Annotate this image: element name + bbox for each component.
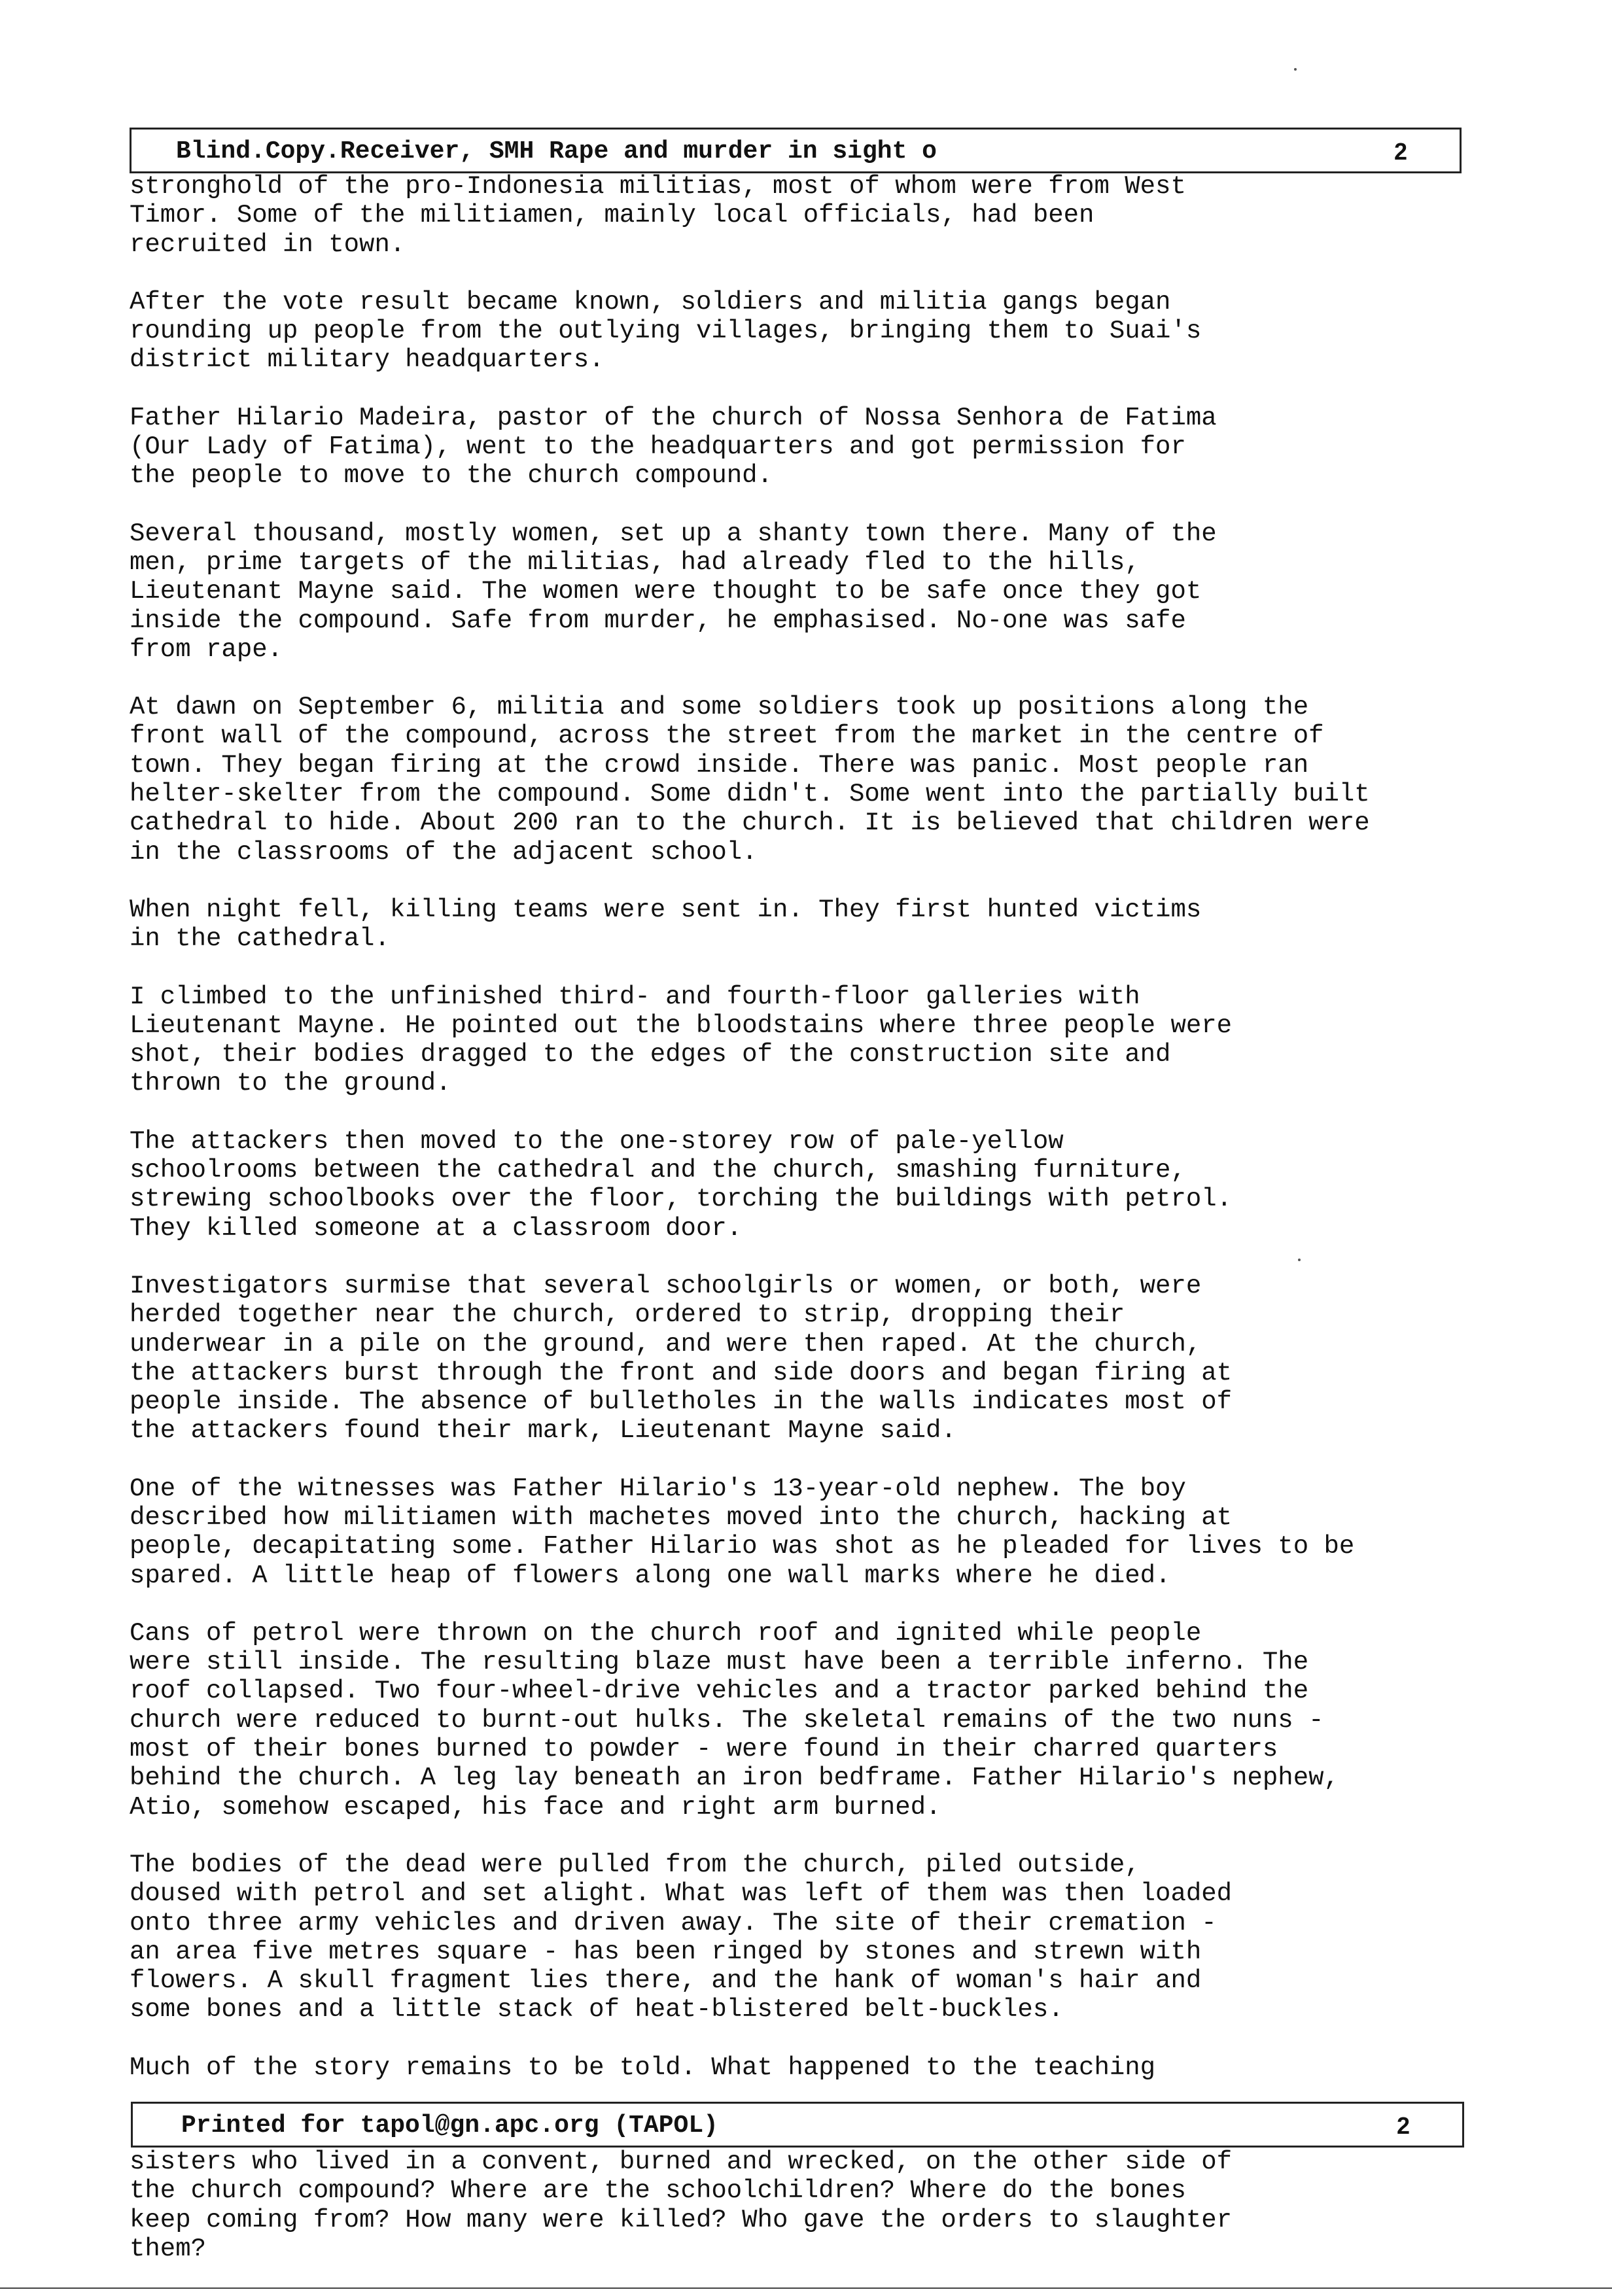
- text-line: When night fell, killing teams were sent in. They first hunted victims: [130, 895, 1202, 924]
- text-line: behind the church. A leg lay beneath an iron bedframe. Father Hilario's nephew,: [130, 1764, 1339, 1793]
- text-line: people inside. The absence of bulletholes in the walls indicates most of: [130, 1387, 1233, 1417]
- text-line: Much of the story remains to be told. What happened to the teaching: [130, 2053, 1156, 2082]
- paragraph: [130, 1272, 1530, 1446]
- text-line: the people to move to the church compound.: [130, 461, 773, 491]
- text-line: the church compound? Where are the schoolchildren? Where do the bones: [130, 2176, 1186, 2206]
- text-line: The attackers then moved to the one-storey row of pale-yellow: [130, 1126, 1064, 1156]
- text-line: people, decapitating some. Father Hilario was shot as he pleaded for lives to be: [130, 1532, 1355, 1561]
- text-line: Several thousand, mostly women, set up a shanty town there. Many of the: [130, 519, 1217, 548]
- text-line: town. They began firing at the crowd inside. There was panic. Most people ran: [130, 750, 1309, 780]
- text-line: strewing schoolbooks over the floor, torching the buildings with petrol.: [130, 1185, 1233, 1214]
- text-line: thrown to the ground.: [130, 1069, 451, 1098]
- footer-box: [131, 2102, 1464, 2148]
- text-line: were still inside. The resulting blaze must have been a terrible inferno. The: [130, 1648, 1309, 1677]
- text-line: inside the compound. Safe from murder, he emphasised. No-one was safe: [130, 606, 1186, 635]
- text-line: At dawn on September 6, militia and some soldiers took up positions along the: [130, 693, 1309, 722]
- text-line: One of the witnesses was Father Hilario's 13-year-old nephew. The boy: [130, 1474, 1186, 1503]
- text-line: roof collapsed. Two four-wheel-drive vehicles and a tractor parked behind the: [130, 1677, 1309, 1706]
- paragraph: [130, 693, 1530, 867]
- header-page-number: 2: [1393, 138, 1407, 165]
- text-line: underwear in a pile on the ground, and were then raped. At the church,: [130, 1329, 1202, 1359]
- paragraph: [130, 983, 1530, 1098]
- text-line: an area five metres square - has been ringed by stones and strewn with: [130, 1937, 1202, 1966]
- article-body: [130, 172, 1530, 2111]
- header-title: Blind.Copy.Receiver, SMH Rape and murder in sight o: [176, 137, 937, 165]
- paragraph: [130, 1127, 1530, 1243]
- text-line: district military headquarters.: [130, 345, 604, 375]
- text-line: Investigators surmise that several schoolgirls or women, or both, were: [130, 1271, 1202, 1300]
- text-line: rounding up people from the outlying villages, bringing them to Suai's: [130, 317, 1202, 346]
- text-line: Lieutenant Mayne. He pointed out the bloodstains where three people were: [130, 1011, 1233, 1040]
- text-line: The bodies of the dead were pulled from the church, piled outside,: [130, 1850, 1140, 1879]
- text-line: men, prime targets of the militias, had already fled to the hills,: [130, 548, 1140, 577]
- text-line: flowers. A skull fragment lies there, and the hank of woman's hair and: [130, 1966, 1202, 1996]
- text-line: in the classrooms of the adjacent school.: [130, 837, 758, 867]
- text-line: keep coming from? How many were killed? Who gave the orders to slaughter: [130, 2205, 1233, 2235]
- text-line: herded together near the church, ordered to strip, dropping their: [130, 1300, 1125, 1330]
- paragraph: [130, 2053, 1530, 2082]
- text-line: They killed someone at a classroom door.: [130, 1213, 743, 1243]
- scan-speck: [1294, 68, 1297, 71]
- paragraph: [130, 896, 1530, 954]
- text-line: most of their bones burned to powder - were found in their charred quarters: [130, 1735, 1278, 1764]
- text-line: (Our Lady of Fatima), went to the headquarters and got permission for: [130, 432, 1186, 462]
- text-line: Father Hilario Madeira, pastor of the church of Nossa Senhora de Fatima: [130, 403, 1217, 432]
- text-line: sisters who lived in a convent, burned and wrecked, on the other side of: [130, 2148, 1233, 2176]
- text-line: in the cathedral.: [130, 924, 390, 954]
- text-line: from rape.: [130, 635, 283, 664]
- text-line: the attackers burst through the front and side doors and began firing at: [130, 1358, 1233, 1387]
- paragraph: [130, 172, 1530, 259]
- text-line: helter-skelter from the compound. Some didn't. Some went into the partially built: [130, 780, 1370, 809]
- text-line: After the vote result became known, soldiers and militia gangs began: [130, 287, 1171, 317]
- footer-page-number: 2: [1396, 2112, 1410, 2139]
- paragraph: [130, 1619, 1530, 1822]
- text-line: recruited in town.: [130, 230, 406, 259]
- text-line: front wall of the compound, across the street from the market in the centre of: [130, 722, 1324, 751]
- header-box: [130, 128, 1462, 173]
- text-line: onto three army vehicles and driven away. The site of their cremation -: [130, 1908, 1217, 1938]
- text-line: Lieutenant Mayne said. The women were thought to be safe once they got: [130, 577, 1202, 606]
- paragraph: [130, 1851, 1530, 2025]
- text-line: some bones and a little stack of heat-blistered belt-buckles.: [130, 1995, 1064, 2025]
- text-line: spared. A little heap of flowers along one wall marks where he died.: [130, 1561, 1171, 1590]
- text-line: schoolrooms between the cathedral and the church, smashing furniture,: [130, 1156, 1186, 1185]
- text-line: cathedral to hide. About 200 ran to the church. It is believed that children were: [130, 809, 1370, 838]
- paragraph: [130, 404, 1530, 491]
- scan-speck: [1298, 1259, 1301, 1261]
- text-line: shot, their bodies dragged to the edges of the construction site and: [130, 1040, 1171, 1070]
- text-line: doused with petrol and set alight. What was left of them was then loaded: [130, 1879, 1233, 1909]
- text-line: stronghold of the pro-Indonesia militias, most of whom were from West: [130, 172, 1186, 201]
- bottom-page-rule: [0, 2287, 1612, 2289]
- text-line: Atio, somehow escaped, his face and right arm burned.: [130, 1792, 941, 1822]
- continuation-text: [130, 2148, 1530, 2263]
- text-line: Cans of petrol were thrown on the church roof and ignited while people: [130, 1618, 1202, 1648]
- paragraph: [130, 519, 1530, 664]
- text-line: I climbed to the unfinished third- and fourth-floor galleries with: [130, 982, 1140, 1011]
- text-line: the attackers found their mark, Lieutenant Mayne said.: [130, 1416, 956, 1446]
- text-line: described how militiamen with machetes moved into the church, hacking at: [130, 1503, 1233, 1532]
- paragraph: [130, 1474, 1530, 1590]
- text-line: them?: [130, 2234, 207, 2263]
- text-line: church were reduced to burnt-out hulks. The skeletal remains of the two nuns -: [130, 1705, 1324, 1735]
- footer-title: Printed for tapol@gn.apc.org (TAPOL): [181, 2112, 718, 2140]
- paragraph: [130, 288, 1530, 375]
- text-line: Timor. Some of the militiamen, mainly local officials, had been: [130, 201, 1095, 230]
